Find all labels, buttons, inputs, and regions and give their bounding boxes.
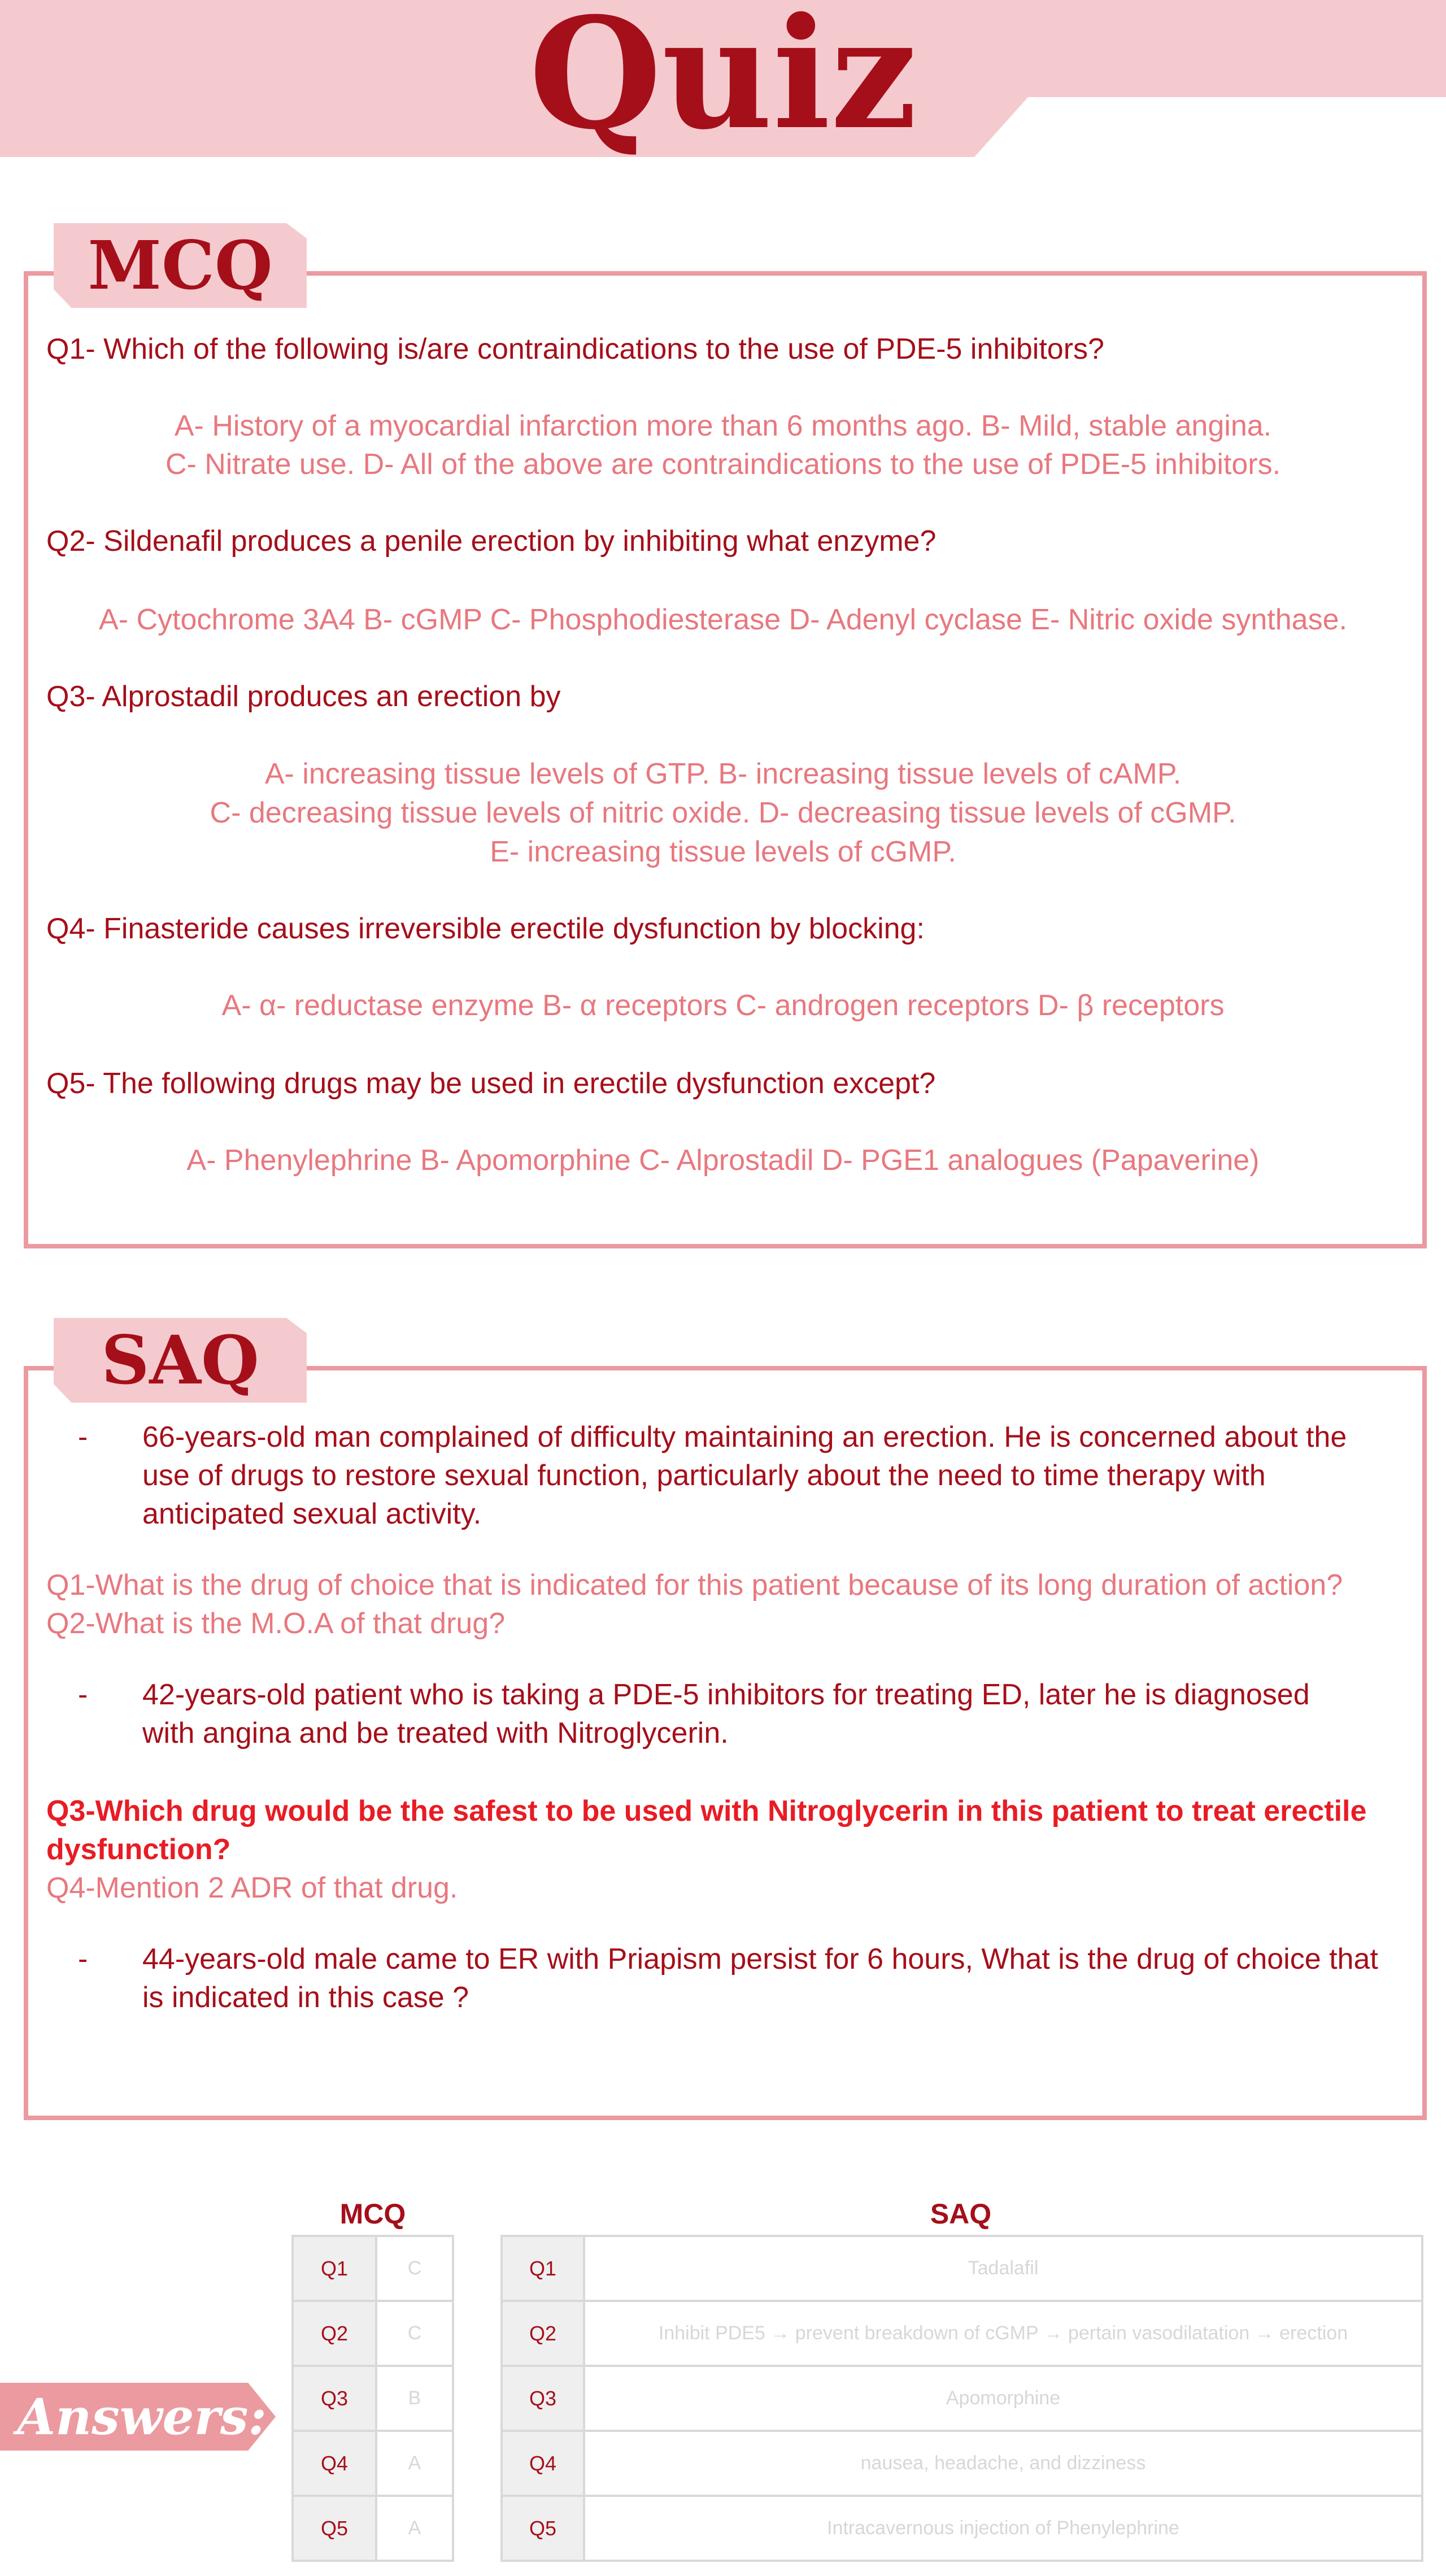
answer-key: Q5 [293, 2496, 376, 2561]
answer-value: A [376, 2496, 453, 2561]
saq-case-3-dash: - [78, 1943, 88, 1975]
answer-key: Q2 [502, 2301, 584, 2366]
table-row [293, 2236, 453, 2301]
saq-case-1-dash: - [78, 1421, 88, 1454]
answer-value: Apomorphine [584, 2366, 1422, 2431]
saq-question-3-line-2: dysfunction? [46, 1833, 231, 1866]
table-row [502, 2236, 1422, 2301]
mcq-options-3-line-2: C- decreasing tissue levels of nitric oxide. D- decreasing tissue levels of cGMP. [210, 797, 1236, 829]
saq-case-1-line-2: use of drugs to restore sexual function, particularly about the need to time therapy with [142, 1459, 1266, 1492]
answer-key: Q4 [293, 2431, 376, 2496]
answer-key: Q3 [293, 2366, 376, 2431]
answers-saq-header: SAQ [930, 2198, 992, 2230]
answer-value: C [376, 2301, 453, 2366]
saq-case-1-line-3: anticipated sexual activity. [142, 1498, 482, 1530]
answer-key: Q4 [502, 2431, 584, 2496]
answers-saq-table [500, 2235, 1423, 2562]
mcq-options-1-line-1: A- History of a myocardial infarction more than 6 months ago. B- Mild, stable angina. [174, 410, 1272, 442]
saq-case-2-line-1: 42-years-old patient who is taking a PDE-5 inhibitors for treating ED, later he is diagnosed [142, 1678, 1310, 1711]
saq-case-2-dash: - [78, 1678, 88, 1711]
mcq-options-3-line-3: E- increasing tissue levels of cGMP. [490, 836, 956, 868]
saq-question-1: Q1-What is the drug of choice that is indicated for this patient because of its long duration of action? [46, 1569, 1343, 1602]
answer-value: Tadalafil [584, 2236, 1422, 2301]
answer-value: Inhibit PDE5 → prevent breakdown of cGMP → pertain vasodilatation → erection [584, 2301, 1422, 2366]
saq-case-2-line-2: with angina and be treated with Nitroglycerin. [142, 1717, 729, 1750]
table-row [502, 2301, 1422, 2366]
answers-banner-label: Answers: [17, 2387, 267, 2446]
page-title: Quiz [529, 0, 917, 163]
table-row [502, 2366, 1422, 2431]
answers-mcq-table [291, 2235, 454, 2562]
mcq-question-1: Q1- Which of the following is/are contraindications to the use of PDE-5 inhibitors? [46, 333, 1104, 365]
answer-key: Q3 [502, 2366, 584, 2431]
mcq-tab-label: MCQ [88, 226, 273, 304]
table-row [502, 2431, 1422, 2496]
saq-case-3-line-2: is indicated in this case ? [142, 1981, 469, 2014]
answer-key: Q1 [293, 2236, 376, 2301]
table-row [293, 2301, 453, 2366]
saq-question-4: Q4-Mention 2 ADR of that drug. [46, 1872, 458, 1904]
mcq-options-3-line-1: A- increasing tissue levels of GTP. B- increasing tissue levels of cAMP. [264, 758, 1182, 790]
saq-tab-label: SAQ [101, 1321, 259, 1399]
table-row [293, 2431, 453, 2496]
mcq-options-4-line-1: A- α- reductase enzyme B- α receptors C- androgen receptors D- β receptors [221, 989, 1225, 1022]
answer-value: nausea, headache, and dizziness [584, 2431, 1422, 2496]
answers-mcq-header: MCQ [339, 2198, 406, 2230]
answer-value: A [376, 2431, 453, 2496]
mcq-options-1-line-2: C- Nitrate use. D- All of the above are contraindications to the use of PDE-5 inhibitors. [165, 448, 1281, 481]
mcq-question-2: Q2- Sildenafil produces a penile erection by inhibiting what enzyme? [46, 525, 937, 558]
mcq-options-5-line-1: A- Phenylephrine B- Apomorphine C- Alprostadil D- PGE1 analogues (Papaverine) [186, 1144, 1260, 1177]
table-row [293, 2496, 453, 2561]
answer-key: Q2 [293, 2301, 376, 2366]
saq-case-1-line-1: 66-years-old man complained of difficulty maintaining an erection. He is concerned about the [142, 1421, 1347, 1454]
mcq-question-5: Q5- The following drugs may be used in erectile dysfunction except? [46, 1067, 936, 1100]
table-row [293, 2366, 453, 2431]
saq-question-2: Q2-What is the M.O.A of that drug? [46, 1607, 506, 1640]
answer-value: B [376, 2366, 453, 2431]
answer-key: Q5 [502, 2496, 584, 2561]
mcq-options-2-line-1: A- Cytochrome 3A4 B- cGMP C- Phosphodiesterase D- Adenyl cyclase E- Nitric oxide synthase. [99, 603, 1347, 636]
mcq-question-4: Q4- Finasteride causes irreversible erectile dysfunction by blocking: [46, 912, 925, 945]
answer-value: Intracavernous injection of Phenylephrine [584, 2496, 1422, 2561]
saq-case-3-line-1: 44-years-old male came to ER with Priapism persist for 6 hours, What is the drug of choice that [142, 1943, 1378, 1975]
table-row [502, 2496, 1422, 2561]
mcq-question-3: Q3- Alprostadil produces an erection by [46, 680, 561, 713]
answer-key: Q1 [502, 2236, 584, 2301]
saq-question-3-line-1: Q3-Which drug would be the safest to be used with Nitroglycerin in this patient to treat erectile [46, 1795, 1367, 1827]
answer-value: C [376, 2236, 453, 2301]
